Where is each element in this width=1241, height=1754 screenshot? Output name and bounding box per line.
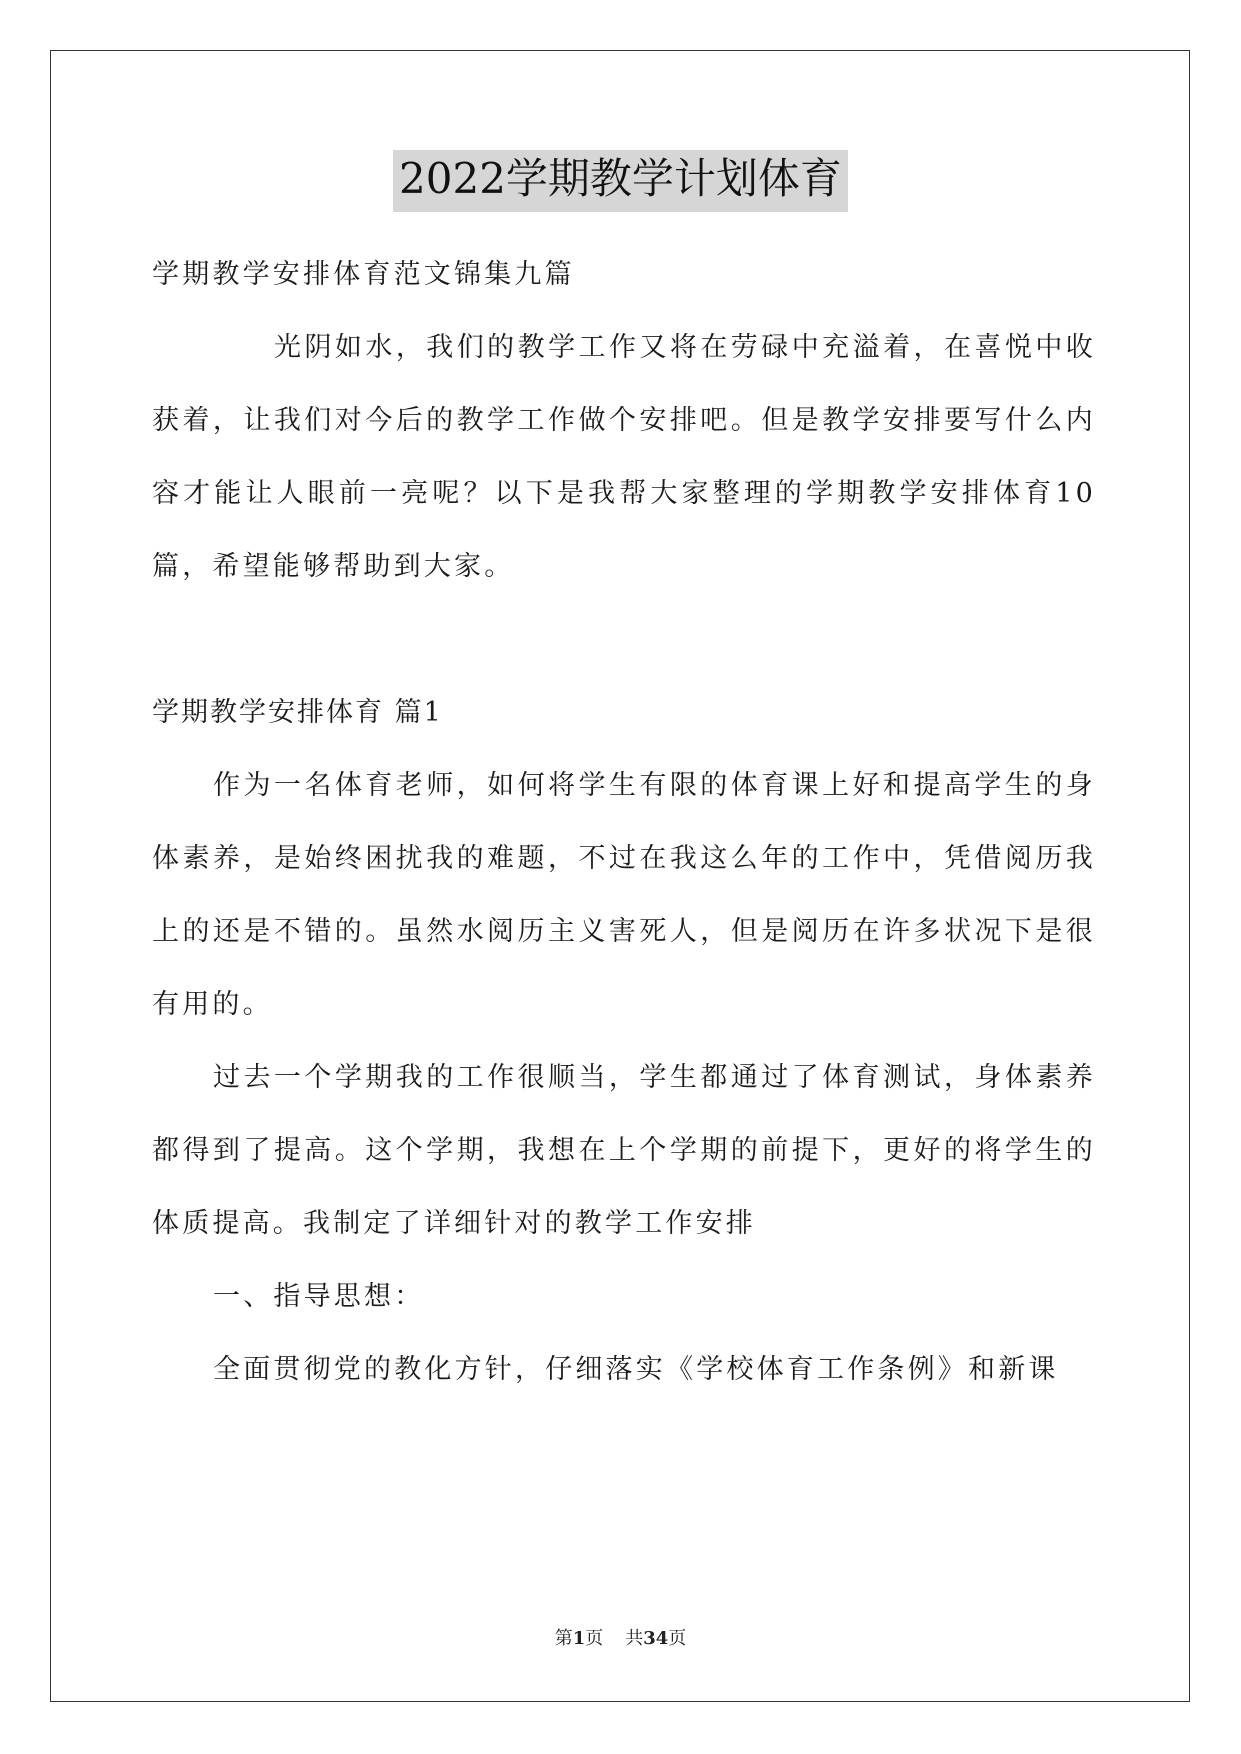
section-heading-guiding-thought: 一、指导思想： xyxy=(213,1281,425,1312)
title-container xyxy=(0,150,1241,212)
total-pages: 34 xyxy=(643,1628,669,1649)
document-subtitle: 学期教学安排体育范文锦集九篇 xyxy=(152,259,575,290)
page-footer xyxy=(0,1624,1241,1650)
document-body xyxy=(152,238,1096,1406)
page-suffix: 页 xyxy=(585,1628,604,1649)
page-prefix: 第 xyxy=(554,1628,573,1649)
total-suffix: 页 xyxy=(668,1628,687,1649)
body-paragraph-3: 全面贯彻党的教化方针，仔细落实《学校体育工作条例》和新课 xyxy=(213,1354,1059,1385)
document-title: 2022学期教学计划体育 xyxy=(393,150,848,212)
intro-paragraph: 光阴如水，我们的教学工作又将在劳碌中充溢着，在喜悦中收获着，让我们对今后的教学工作做个安排吧。但是教学安排要写什么内容才能让人眼前一亮呢？以下是我帮大家整理的学期教学安排体育10篇，希望能够帮助到大家。 xyxy=(152,332,1096,582)
page-number: 1 xyxy=(572,1628,586,1649)
body-paragraph-1: 作为一名体育老师，如何将学生有限的体育课上好和提高学生的身体素养，是始终困扰我的难题，不过在我这么年的工作中，凭借阅历我上的还是不错的。虽然水阅历主义害死人，但是阅历在许多状况下是很有用的。 xyxy=(152,770,1096,1020)
body-paragraph-2: 过去一个学期我的工作很顺当，学生都通过了体育测试，身体素养都得到了提高。这个学期，我想在上个学期的前提下，更好的将学生的体质提高。我制定了详细针对的教学工作安排 xyxy=(152,1062,1096,1239)
paragraph-gap xyxy=(152,603,1096,676)
section-title: 学期教学安排体育 篇1 xyxy=(152,697,443,728)
total-prefix: 共 xyxy=(625,1628,644,1649)
